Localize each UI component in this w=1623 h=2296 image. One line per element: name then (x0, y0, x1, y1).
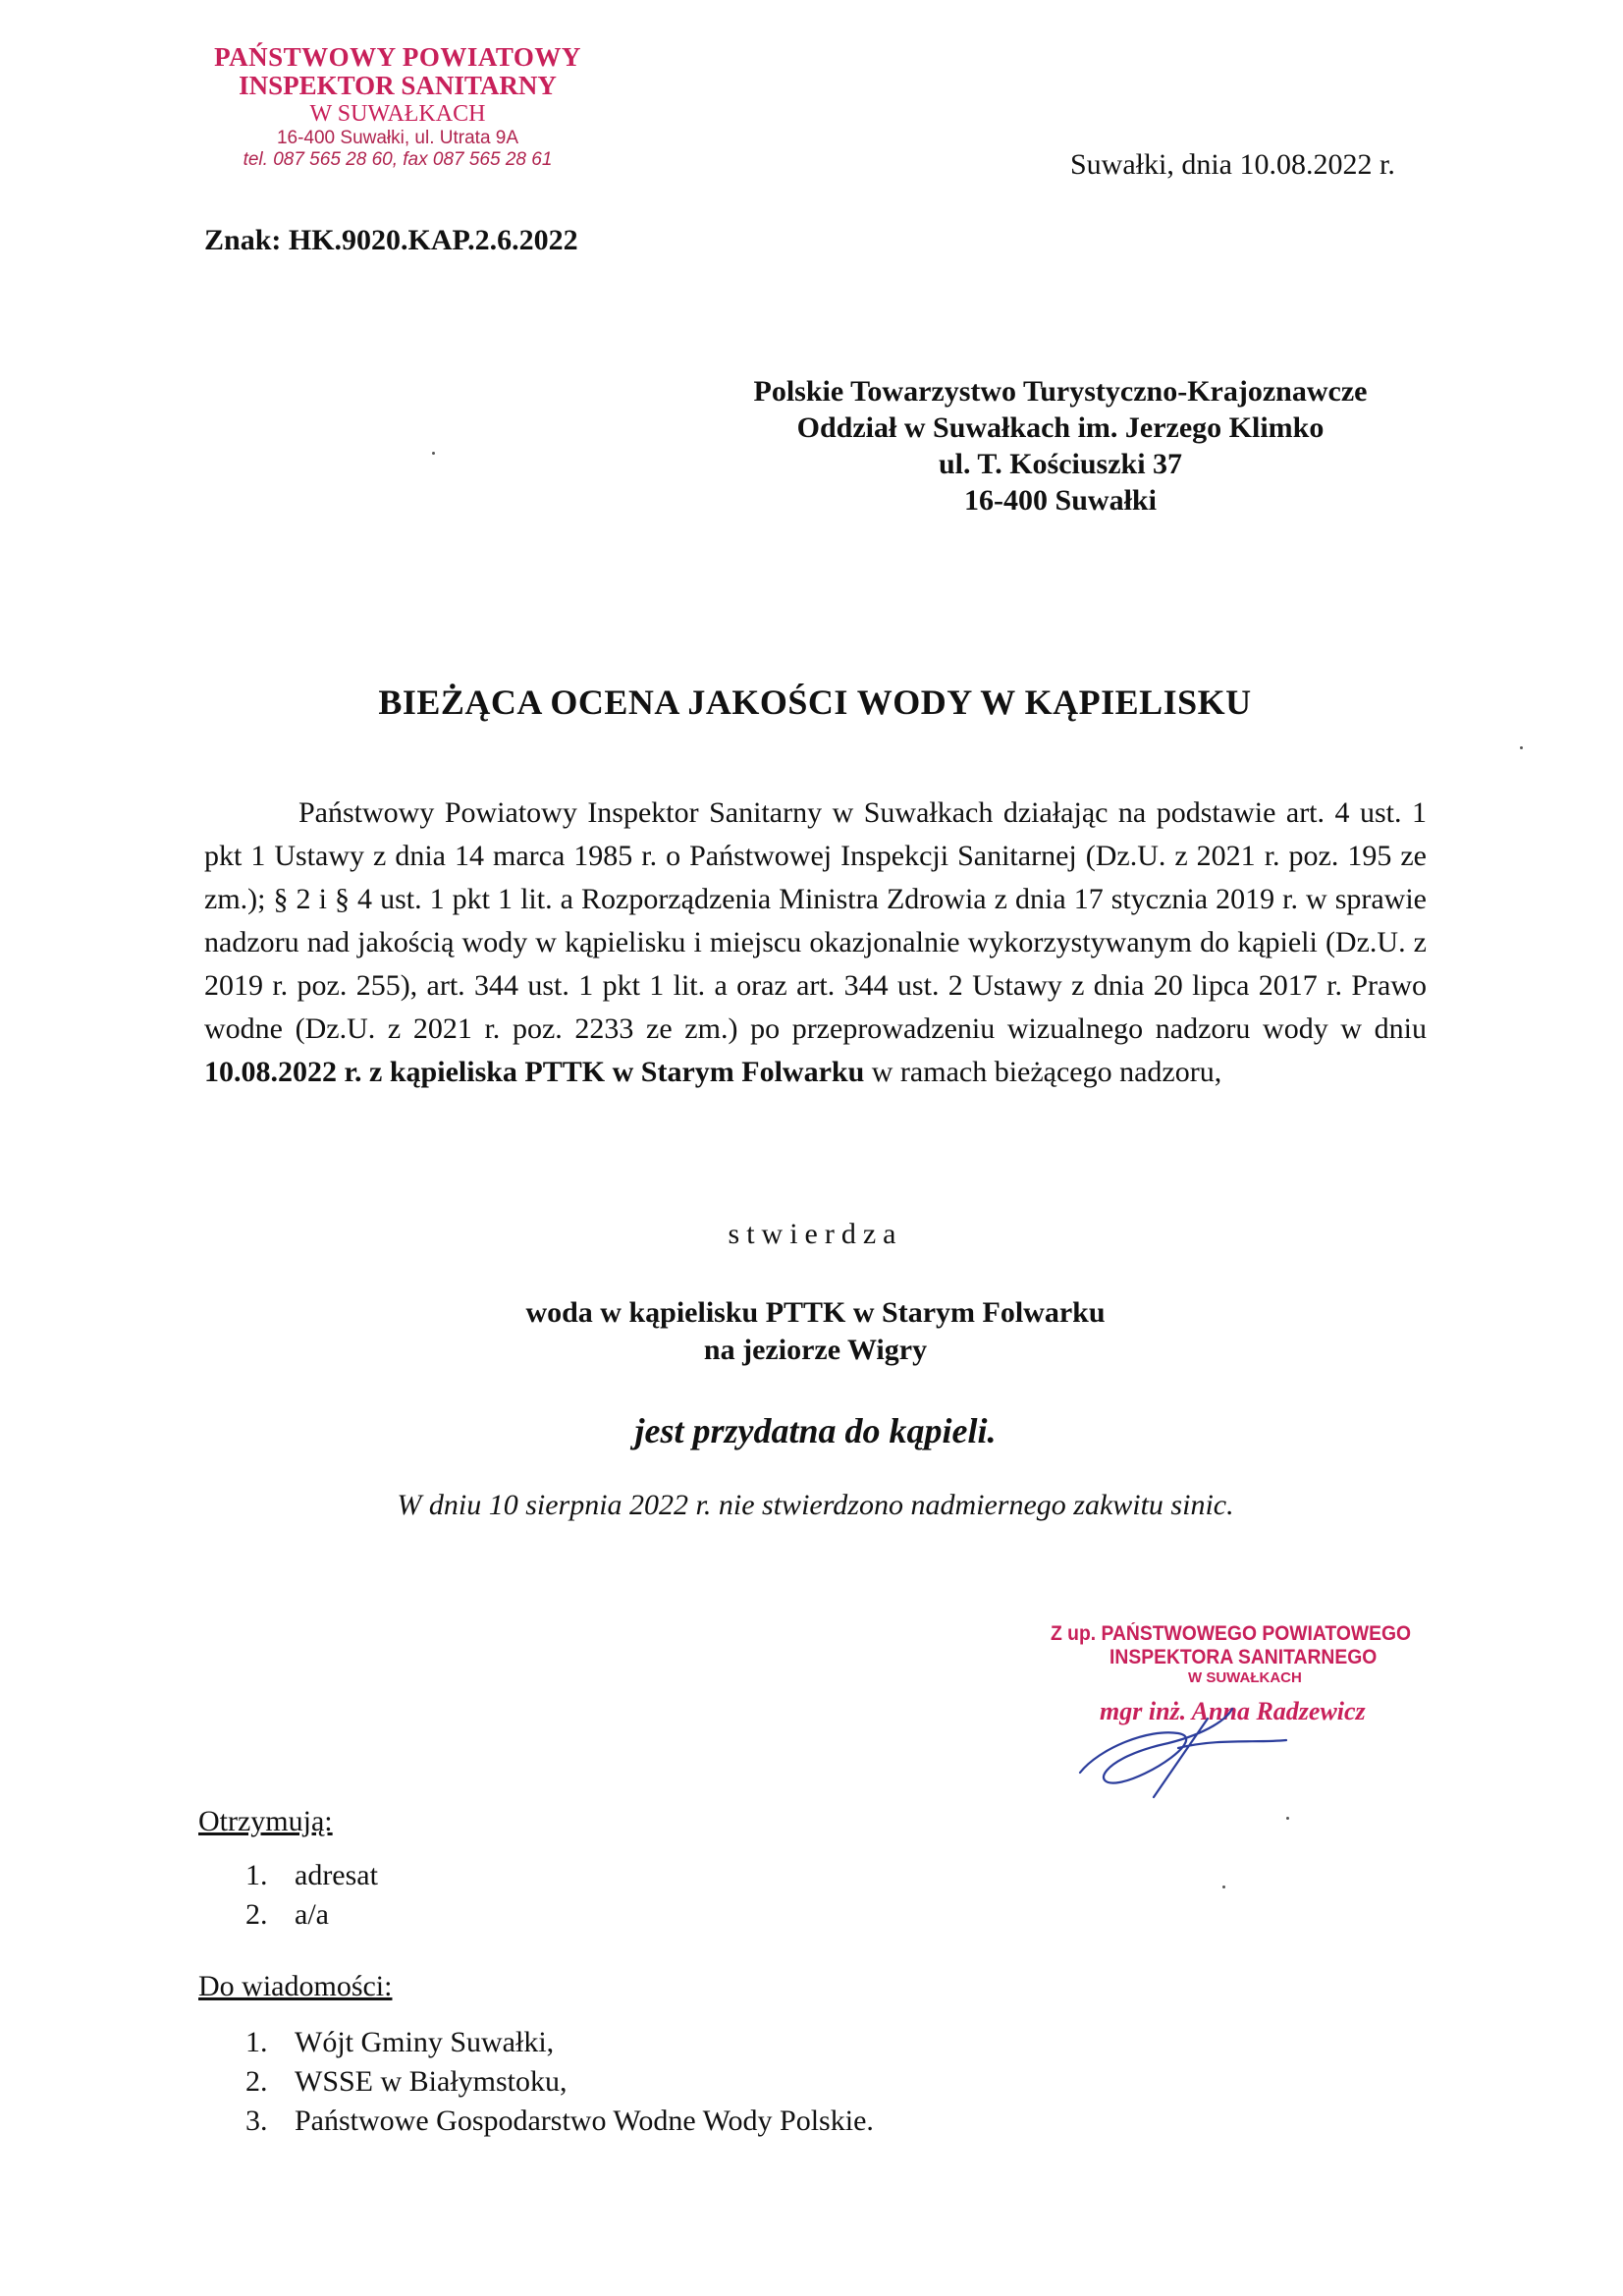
issuer-stamp (191, 43, 604, 171)
list-item-number: 2. (245, 2065, 268, 2098)
stamp-phone: tel. 087 565 28 60, fax 087 565 28 61 (243, 149, 553, 170)
addressee-line: 16-400 Suwałki (964, 484, 1157, 517)
list-item-text: Wójt Gminy Suwałki, (295, 2026, 555, 2058)
stwierdza-label: stwierdza (728, 1218, 903, 1250)
list-item (245, 2062, 874, 2102)
list-item-number: 1. (245, 1859, 268, 1891)
body-text-part1: Państwowy Powiatowy Inspektor Sanitarny w Suwałkach działając na podstawie art. 4 ust. 1 pkt 1 Ustawy z dnia 14 marca 1985 r. o Państwowej Inspekcji Sanitarnej (Dz.U. z 2021 r. poz. 195 ze zm.); § 2 i § 4 ust. 1 pkt 1 lit. a Rozporządzenia Ministra Zdrowia z dnia 17 stycznia 2019 r. w sprawie nadzoru nad jakością wody w kąpielisku i miejscu okazjonalnie wykorzystywanym do kąpieli (Dz.U. z 2019 r. poz. 255), art. 344 ust. 1 pkt 1 lit. a oraz art. 344 ust. 2 Ustawy z dnia 20 lipca 2017 r. Prawo wodne (Dz.U. z 2021 r. poz. 2233 ze zm.) po przeprowadzeniu wizualnego nadzoru wody w dniu (204, 796, 1427, 1045)
signature-stamp-line-1: Z up. PAŃSTWOWEGO POWIATOWEGO (1051, 1622, 1412, 1645)
recipients-heading: Otrzymują: (198, 1805, 333, 1837)
for-information-heading: Do wiadomości: (198, 1970, 393, 2002)
scan-speck (1222, 1886, 1225, 1888)
list-item-text: adresat (295, 1859, 378, 1891)
body-paragraph (204, 792, 1427, 1094)
conclusion-line: woda w kąpielisku PTTK w Starym Folwarku (525, 1296, 1106, 1329)
addressee-line: ul. T. Kościuszki 37 (938, 448, 1183, 480)
stamp-line-1: PAŃSTWOWY POWIATOWY (214, 42, 581, 72)
scan-speck (1286, 1817, 1289, 1820)
list-item-number: 3. (245, 2105, 268, 2137)
list-item-text: a/a (295, 1898, 329, 1931)
list-item (245, 1895, 378, 1935)
addressee-block (687, 373, 1434, 519)
signature-stamp-line-2: INSPEKTORA SANITARNEGO (1109, 1646, 1378, 1668)
stamp-address: 16-400 Suwałki, ul. Utrata 9A (276, 128, 519, 148)
list-item (245, 2023, 874, 2062)
body-text-part2: w ramach bieżącego nadzoru, (864, 1056, 1222, 1088)
reference-number: Znak: HK.9020.KAP.2.6.2022 (204, 224, 578, 256)
body-text-bold: 10.08.2022 r. z kąpieliska PTTK w Starym Folwarku (204, 1056, 865, 1088)
stamp-line-3: W SUWAŁKACH (309, 101, 486, 127)
scan-speck (1520, 746, 1523, 749)
for-information-list (245, 2023, 874, 2141)
list-item-number: 1. (245, 2026, 268, 2058)
recipients-list (245, 1856, 378, 1935)
addressee-line: Polskie Towarzystwo Turystyczno-Krajoznawcze (753, 375, 1368, 408)
list-item (245, 1856, 378, 1895)
handwritten-signature (1060, 1689, 1316, 1807)
list-item-number: 2. (245, 1898, 268, 1931)
list-item (245, 2102, 874, 2141)
conclusion-block (204, 1294, 1427, 1369)
list-item-text: WSSE w Białymstoku, (295, 2065, 568, 2098)
verdict: jest przydatna do kąpieli. (634, 1411, 997, 1450)
list-item-text: Państwowe Gospodarstwo Wodne Wody Polskie. (295, 2105, 874, 2137)
signature-stamp-line-3: W SUWAŁKACH (1188, 1669, 1302, 1686)
addressee-line: Oddział w Suwałkach im. Jerzego Klimko (796, 411, 1325, 444)
stamp-line-2: INSPEKTOR SANITARNY (239, 71, 557, 100)
cyanobacteria-note: W dniu 10 sierpnia 2022 r. nie stwierdzono nadmiernego zakwitu sinic. (397, 1489, 1234, 1521)
document-title: BIEŻĄCA OCENA JAKOŚCI WODY W KĄPIELISKU (378, 683, 1252, 722)
document-date: Suwałki, dnia 10.08.2022 r. (1070, 148, 1395, 181)
scan-speck (432, 452, 435, 455)
signer-name: mgr inż. Anna Radzewicz (1100, 1697, 1366, 1725)
conclusion-line: na jeziorze Wigry (703, 1334, 928, 1366)
